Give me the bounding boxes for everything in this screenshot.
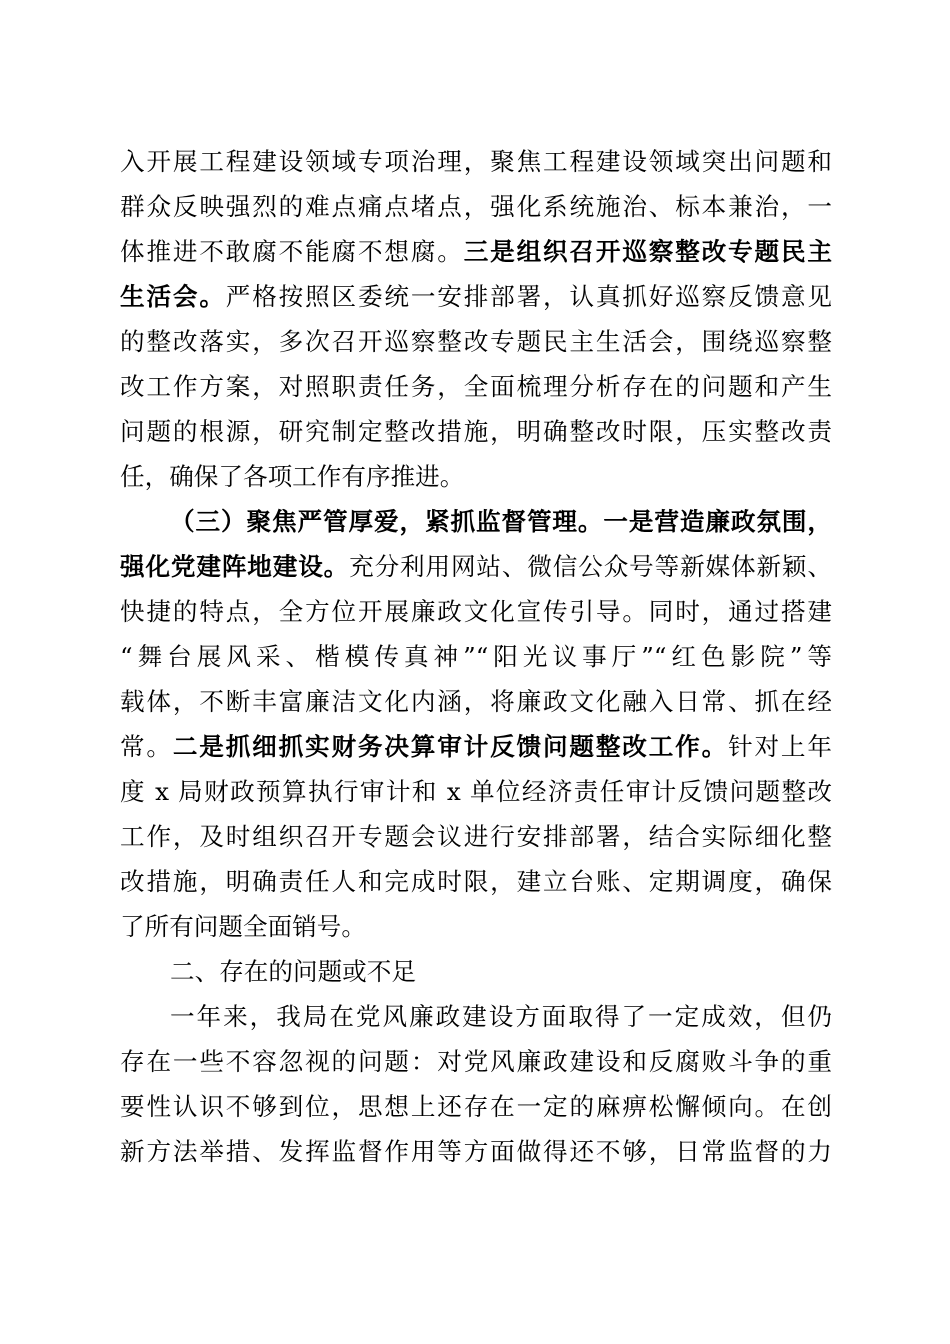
body-text-line: 快捷的特点，全方位开展廉政文化宣传引导。同时，通过搭建 xyxy=(120,597,832,626)
bold-subheading: 生活会。 xyxy=(120,282,226,311)
body-text-line: 度 x 局财政预算执行审计和 x 单位经济责任审计反馈问题整改 xyxy=(120,777,832,806)
body-text-line: 群众反映强烈的难点痛点堵点，强化系统施治、标本兼治，一 xyxy=(120,192,832,221)
body-text-span: 体推进不敢腐不能腐不想腐。 xyxy=(120,237,464,266)
body-text-line: 改措施，明确责任人和完成时限，建立台账、定期调度，确保 xyxy=(120,867,832,896)
body-text-line: 工作，及时组织召开专题会议进行安排部署，结合实际细化整 xyxy=(120,822,832,851)
section-heading: 二、存在的问题或不足 xyxy=(170,957,416,986)
body-text-line: 一年来，我局在党风廉政建设方面取得了一定成效，但仍 xyxy=(170,1002,832,1031)
body-text-line: 载体，不断丰富廉洁文化内涵，将廉政文化融入日常、抓在经 xyxy=(120,687,832,716)
body-text-line xyxy=(120,545,832,589)
body-text-line: 问题的根源，研究制定整改措施，明确整改时限，压实整改责 xyxy=(120,417,832,446)
body-text-line: 改工作方案，对照职责任务，全面梳理分析存在的问题和产生 xyxy=(120,372,832,401)
body-text-line xyxy=(170,500,832,544)
body-text-line: 了所有问题全面销号。 xyxy=(120,912,366,941)
body-text-line: “舞台展风采、楷模传真神”“阳光议事厅”“红色影院”等 xyxy=(120,642,832,671)
body-text-line: 的整改落实，多次召开巡察整改专题民主生活会，围绕巡察整 xyxy=(120,327,832,356)
body-text-span: 常。 xyxy=(120,732,173,761)
body-text-line: 入开展工程建设领域专项治理，聚焦工程建设领域突出问题和 xyxy=(120,147,832,176)
bold-subheading: （三）聚焦严管厚爱，紧抓监督管理。一是营造廉政氛围， xyxy=(170,507,832,536)
body-text-line xyxy=(120,275,832,319)
bold-subheading: 二是抓细抓实财务决算审计反馈问题整改工作。 xyxy=(172,732,729,761)
body-text-span: 充分利用网站、微信公众号等新媒体新颖、 xyxy=(349,552,832,581)
body-text-span: 严格按照区委统一安排部署，认真抓好巡察反馈意见 xyxy=(225,282,832,311)
body-text-line: 要性认识不够到位，思想上还存在一定的麻痹松懈倾向。在创 xyxy=(120,1092,832,1121)
body-text-span: 针对上年 xyxy=(728,732,832,761)
body-text-line xyxy=(120,230,832,274)
body-text-line: 存在一些不容忽视的问题：对党风廉政建设和反腐败斗争的重 xyxy=(120,1047,832,1076)
body-text-line: 新方法举措、发挥监督作用等方面做得还不够，日常监督的力 xyxy=(120,1137,832,1166)
body-text-line: 任，确保了各项工作有序推进。 xyxy=(120,462,465,491)
bold-subheading: 三是组织召开巡察整改专题民主 xyxy=(463,237,832,266)
bold-subheading: 强化党建阵地建设。 xyxy=(120,552,350,581)
body-text-line xyxy=(120,725,832,769)
